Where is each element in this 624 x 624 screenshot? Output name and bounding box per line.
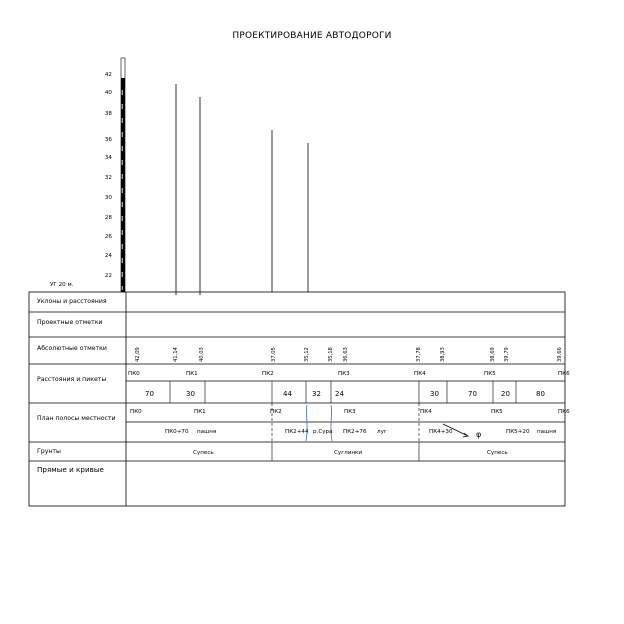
plan-note: пашня — [537, 429, 557, 435]
plan-note: ПК5+20 — [506, 429, 530, 435]
axis-tick-36: 36 — [104, 137, 112, 143]
row-label-curves: Прямые и кривые — [37, 465, 104, 474]
axis-tick-32: 32 — [104, 175, 112, 181]
elevation-value: 36,63 — [343, 347, 349, 362]
plan-picket-label: ПК5 — [491, 409, 503, 415]
picket-label: ПК0 — [128, 371, 140, 377]
distance-value: 24 — [335, 390, 344, 398]
page-title: ПРОЕКТИРОВАНИЕ АВТОДОРОГИ — [232, 31, 392, 41]
picket-label: ПК3 — [338, 371, 350, 377]
soil-label: Супесь — [193, 450, 214, 456]
absolute-elevations — [135, 346, 563, 362]
row-label-soils: Грунты — [37, 448, 61, 455]
row-labels — [37, 298, 116, 474]
plan-picket-label: ПК3 — [344, 409, 356, 415]
profile-table-grid — [29, 292, 565, 506]
plan-picket-label: ПК0 — [130, 409, 142, 415]
profile-ordinates — [176, 84, 308, 295]
picket-labels — [128, 371, 570, 377]
picket-label: ПК6 — [558, 371, 570, 377]
axis-tick-30: 30 — [104, 195, 112, 201]
elevation-value: 40,03 — [199, 347, 205, 362]
distance-value: 70 — [145, 390, 154, 398]
elevation-value: 35,18 — [328, 347, 334, 362]
elevation-value: 38,93 — [440, 347, 446, 362]
distance-value: 44 — [283, 390, 292, 398]
soil-label: Супесь — [487, 450, 508, 456]
row-label-plan: План полосы местности — [37, 415, 116, 422]
plan-note: пашня — [197, 429, 217, 435]
picket-label: ПК2 — [262, 371, 274, 377]
soil-label: Суглинки — [334, 450, 363, 456]
picket-label: ПК5 — [484, 371, 496, 377]
plan-picket-label: ПК1 — [194, 409, 206, 415]
distance-value: 30 — [186, 390, 195, 398]
picket-label: ПК4 — [414, 371, 426, 377]
distance-value: 70 — [468, 390, 477, 398]
distance-value: 32 — [312, 390, 321, 398]
distance-value: 20 — [501, 390, 510, 398]
plan-note: р.Сура — [313, 429, 333, 435]
elevation-value: 35,12 — [304, 347, 310, 362]
axis-tick-26: 26 — [104, 234, 112, 240]
elevation-value: 37,05 — [271, 347, 277, 362]
plan-notes — [165, 429, 556, 435]
axis-tick-42: 42 — [104, 72, 112, 78]
row-label-slopes: Уклоны и расстояния — [37, 298, 107, 305]
plan-picket-label: ПК4 — [420, 409, 432, 415]
plan-note: ПК4+30 — [429, 429, 453, 435]
soil-labels — [193, 450, 508, 456]
axis-tick-40: 40 — [104, 90, 112, 96]
plan-picket-labels — [130, 409, 570, 415]
elevation-value: 37,78 — [416, 347, 422, 362]
distance-value: 30 — [430, 390, 439, 398]
row-label-design-marks: Проектные отметки — [37, 319, 103, 326]
elevation-scale-ruler — [121, 58, 125, 292]
axis-tick-labels — [105, 72, 113, 279]
axis-tick-24: 24 — [104, 253, 112, 259]
phi-symbol: φ — [476, 430, 482, 439]
axis-tick-28: 28 — [104, 215, 112, 221]
row-label-distances: Расстояния и пикеты — [37, 376, 107, 383]
elevation-value: 38,69 — [490, 347, 496, 362]
plan-note: луг — [377, 429, 387, 435]
axis-tick-38: 38 — [104, 111, 112, 117]
plan-note: ПК0+70 — [165, 429, 189, 435]
river-outline — [306, 405, 332, 441]
plan-note: ПК2+44 — [285, 429, 309, 435]
axis-tick-34: 34 — [104, 155, 112, 161]
row-label-absolute-marks: Абсолютные отметки — [37, 345, 107, 352]
plan-picket-label: ПК6 — [558, 409, 570, 415]
axis-tick-22: 22 — [104, 273, 112, 279]
plan-picket-label: ПК2 — [270, 409, 282, 415]
plan-note: ПК2+76 — [343, 429, 367, 435]
scale-label: УГ 20 м. — [50, 282, 74, 288]
elevation-value: 41,14 — [173, 347, 179, 362]
elevation-value: 39,79 — [504, 347, 510, 362]
elevation-value: 42,09 — [135, 347, 141, 362]
distance-value: 80 — [536, 390, 545, 398]
elevation-value: 39,66 — [557, 347, 563, 362]
picket-label: ПК1 — [186, 371, 198, 377]
